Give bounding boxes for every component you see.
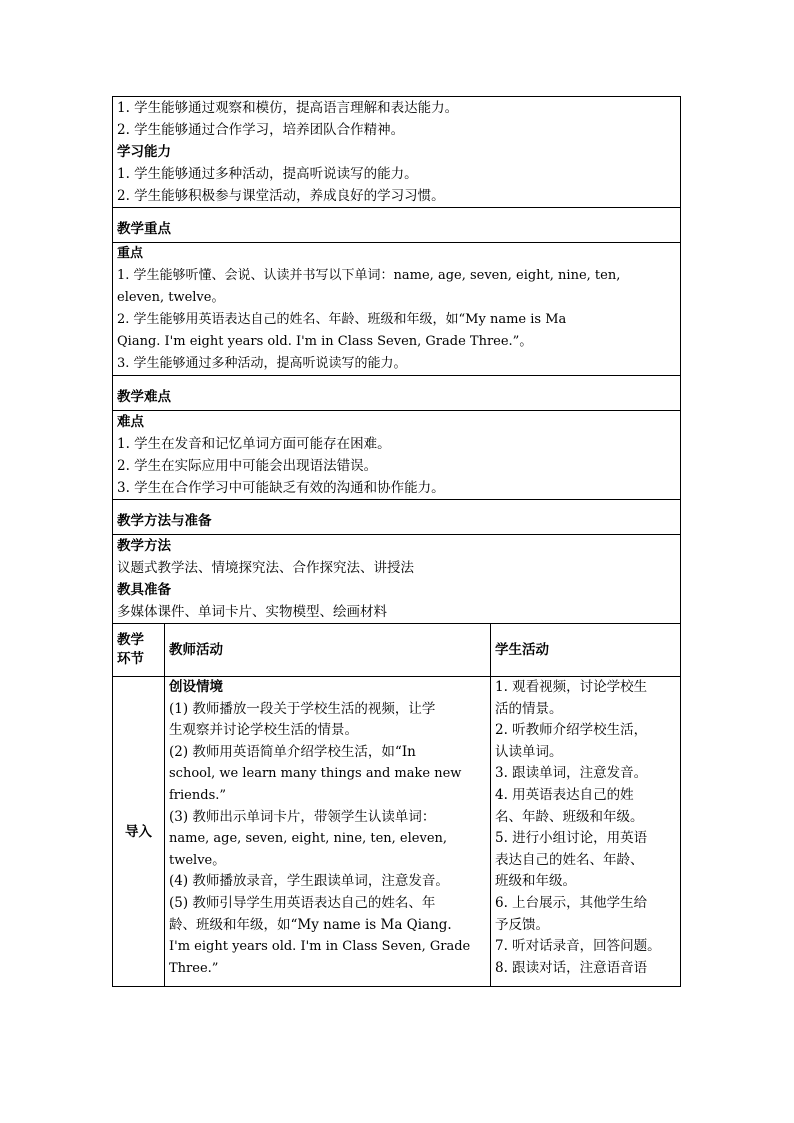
learning-ability-line-1: 1. 学生能够通过多种活动，提高听说读写的能力。 — [117, 166, 418, 182]
teacher-line-4: school, we learn many things and make new — [169, 766, 462, 782]
student-line-10: 班级和年级。 — [495, 873, 576, 890]
teacher-line-11: 龄、班级和年级，如“My name is Ma Qiang. — [169, 916, 452, 933]
student-line-6: 4. 用英语表达自己的姓 — [495, 786, 634, 803]
difficulty-line-3: 3. 学生在合作学习中可能缺乏有效的沟通和协作能力。 — [117, 480, 445, 496]
focus-content-row — [113, 243, 681, 376]
teacher-line-8: twelve。 — [169, 852, 226, 868]
objectives-table — [112, 96, 681, 987]
stage-header-line-2: 环节 — [117, 651, 144, 667]
method-title: 教学方法与准备 — [113, 500, 681, 535]
stage-header-line-1: 教学 — [117, 632, 144, 648]
teacher-line-5: friends.” — [169, 787, 227, 803]
intro-row — [113, 677, 681, 987]
student-header: 学生活动 — [491, 624, 681, 677]
teacher-activity-title: 创设情境 — [169, 679, 223, 695]
difficulty-content — [113, 411, 681, 500]
learning-ability-heading: 学习能力 — [117, 144, 171, 160]
focus-line-1: 1. 学生能够听懂、会说、认读并书写以下单词：name, age, seven, eight, nine, ten, — [117, 268, 621, 283]
objectives-cell — [113, 97, 681, 208]
teacher-line-3: (2) 教师用英语简单介绍学校生活，如“In — [169, 743, 416, 760]
student-activities — [491, 677, 681, 987]
objective-line-2: 2. 学生能够通过合作学习，培养团队合作精神。 — [117, 122, 405, 138]
intro-stage: 导入 — [113, 677, 165, 987]
student-line-9: 表达自己的姓名、年龄、 — [495, 851, 644, 868]
focus-line-3: 2. 学生能够用英语表达自己的姓名、年龄、班级和年级，如“My name is Ma — [117, 312, 567, 327]
method-content-row — [113, 535, 681, 624]
focus-line-2: eleven, twelve。 — [117, 290, 225, 305]
teacher-header: 教师活动 — [165, 624, 491, 677]
focus-subheading: 重点 — [117, 246, 144, 261]
method-title-row — [113, 500, 681, 535]
student-line-14: 8. 跟读对话，注意语音语 — [495, 959, 648, 976]
difficulty-title: 教学难点 — [113, 376, 681, 411]
method-content — [113, 535, 681, 624]
student-line-11: 6. 上台展示，其他学生给 — [495, 894, 648, 911]
activity-header-row — [113, 624, 681, 677]
student-line-7: 名、年龄、班级和年级。 — [495, 808, 644, 825]
student-line-12: 予反馈。 — [495, 916, 549, 933]
stage-header — [113, 624, 165, 677]
teacher-line-7: name, age, seven, eight, nine, ten, eleven, — [169, 831, 448, 847]
student-line-8: 5. 进行小组讨论，用英语 — [495, 830, 648, 847]
teacher-line-9: (4) 教师播放录音，学生跟读单词，注意发音。 — [169, 873, 449, 890]
difficulty-content-row — [113, 411, 681, 500]
objectives-row — [113, 97, 681, 208]
teacher-line-12: I'm eight years old. I'm in Class Seven, Grade — [169, 939, 471, 955]
tools-text: 多媒体课件、单词卡片、实物模型、绘画材料 — [117, 604, 387, 620]
student-line-3: 2. 听教师介绍学校生活， — [495, 722, 648, 739]
focus-title-row — [113, 208, 681, 243]
teacher-line-10: (5) 教师引导学生用英语表达自己的姓名、年 — [169, 894, 436, 911]
focus-title: 教学重点 — [113, 208, 681, 243]
focus-content — [113, 243, 681, 376]
student-line-1: 1. 观看视频，讨论学校生 — [495, 679, 648, 695]
difficulty-subheading: 难点 — [117, 414, 144, 430]
student-line-13: 7. 听对话录音，回答问题。 — [495, 938, 661, 955]
teacher-activities — [165, 677, 491, 987]
student-line-2: 活的情景。 — [495, 700, 563, 717]
teacher-line-2: 生观察并讨论学校生活的情景。 — [169, 722, 358, 739]
student-line-5: 3. 跟读单词，注意发音。 — [495, 765, 648, 782]
learning-ability-line-2: 2. 学生能够积极参与课堂活动，养成良好的学习习惯。 — [117, 188, 445, 204]
method-subheading: 教学方法 — [117, 538, 171, 554]
lesson-plan-page — [112, 96, 680, 987]
teacher-line-6: (3) 教师出示单词卡片，带领学生认读单词： — [169, 808, 436, 825]
difficulty-line-1: 1. 学生在发音和记忆单词方面可能存在困难。 — [117, 436, 391, 452]
objective-line-1: 1. 学生能够通过观察和模仿，提高语言理解和表达能力。 — [117, 100, 459, 116]
difficulty-line-2: 2. 学生在实际应用中可能会出现语法错误。 — [117, 458, 378, 474]
tools-subheading: 教具准备 — [117, 582, 171, 598]
focus-line-4: Qiang. I'm eight years old. I'm in Class Seven, Grade Three.”。 — [117, 334, 533, 349]
method-text: 议题式教学法、情境探究法、合作探究法、讲授法 — [117, 560, 414, 576]
teacher-line-13: Three.” — [169, 960, 219, 976]
student-line-4: 认读单词。 — [495, 743, 563, 760]
teacher-line-1: (1) 教师播放一段关于学校生活的视频，让学 — [169, 700, 436, 717]
focus-line-5: 3. 学生能够通过多种活动，提高听说读写的能力。 — [117, 356, 407, 371]
difficulty-title-row — [113, 376, 681, 411]
